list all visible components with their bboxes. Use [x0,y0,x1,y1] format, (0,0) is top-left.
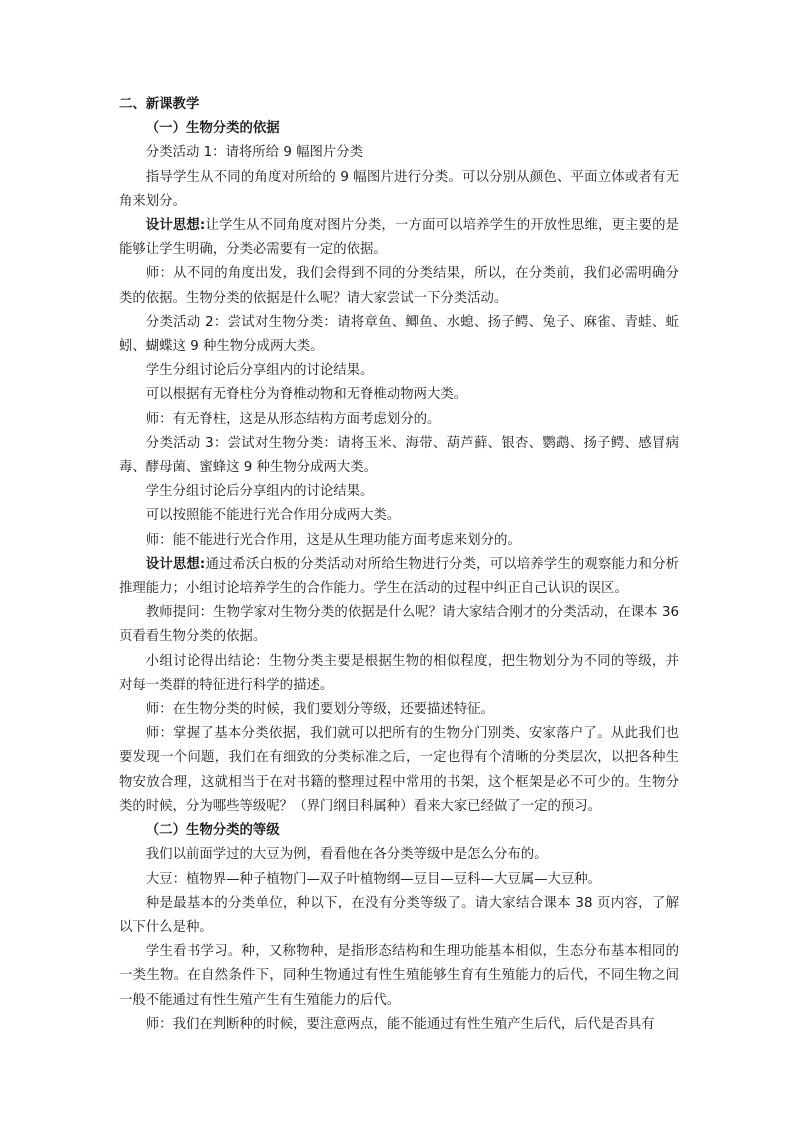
teacher-paragraph: 师：在生物分类的时候，我们要划分等级，还要描述特征。 [145,702,494,718]
subsection-title-1: （一）生物分类的依据 [145,121,280,137]
activity-2: 分类活动 2：尝试对生物分类：请将章鱼、鲫鱼、水螅、扬子鳄、兔子、麻雀、青蛙、蚯蚓、蝴蝶这 9 种生物分成两大类。 [119,314,679,355]
guide-paragraph: 指导学生从不同的角度对所给的 9 幅图片进行分类。可以分别从颜色、平面立体或者有无角来划分。 [119,169,679,209]
group-conclusion: 小组讨论得出结论：生物分类主要是根据生物的相似程度，把生物划分为不同的等级，并对每一类群的特征进行科学的描述。 [119,653,679,693]
group-discussion: 学生分组讨论后分享组内的讨论结果。 [145,484,374,500]
design-label: 设计思想: [145,218,206,234]
teacher-paragraph: 师：掌握了基本分类依据，我们就可以把所有的生物分门别类、安家落户了。从此我们也要发现一个问题，我们在有细致的分类标准之后，一定也得有个清晰的分类层次，以把各种生物安放合理，这就相当于在对书籍的整理过程中常用的书架，这个框架是必不可少的。生物分类的时候，分为哪些等级呢？（界门纲目科属种）看来大家已经做了一定的预习。 [119,726,679,814]
subsection-title-2: （二）生物分类的等级 [145,823,280,839]
result-paragraph: 可以按照能不能进行光合作用分成两大类。 [145,508,401,524]
result-paragraph: 可以根据有无脊柱分为脊椎动物和无脊椎动物两大类。 [145,387,468,403]
teacher-paragraph: 师：有无脊柱，这是从形态结构方面考虑划分的。 [145,411,441,427]
design-text: 通过希沃白板的分类活动对所给生物进行分类，可以培养学生的观察能力和分析推理能力；小组讨论培养学生的合作能力。学生在活动的过程中纠正自己认识的误区。 [119,556,680,597]
activity-1: 分类活动 1：请将所给 9 幅图片分类 [145,145,364,161]
soybean-intro: 我们以前面学过的大豆为例，看看他在各分类等级中是怎么分布的。 [145,847,548,863]
section-heading: 二、新课教学 [119,97,200,112]
activity-3: 分类活动 3：尝试对生物分类：请将玉米、海带、葫芦藓、银杏、鹦鹉、扬子鳄、感冒病毒、酵母菌、蜜蜂这 9 种生物分成两大类。 [119,435,679,476]
species-definition: 学生看书学习。种，又称物种，是指形态结构和生理功能基本相似，生态分布基本相同的一类生物。在自然条件下，同种生物通过有性生殖能够生育有生殖能力的后代，不同生物之间一般不能通过有性生殖产生有生殖能力的后代。 [119,944,679,1008]
design-thought-1 [119,214,679,262]
design-thought-2 [119,553,679,601]
soybean-chain: 大豆：植物界—种子植物门—双子叶植物纲—豆目—豆科—大豆属—大豆种。 [145,871,602,887]
teacher-paragraph: 师：能不能进行光合作用，这是从生理功能方面考虑来划分的。 [145,532,521,548]
design-text: 让学生从不同角度对图片分类，一方面可以培养学生的开放性思维，更主要的是能够让学生明确，分类必需要有一定的依据。 [119,218,680,258]
group-discussion: 学生分组讨论后分享组内的讨论结果。 [145,363,374,379]
document-page [119,93,679,1037]
design-label: 设计思想: [145,556,206,572]
teacher-paragraph: 师：从不同的角度出发，我们会得到不同的分类结果，所以，在分类前，我们必需明确分类的依据。生物分类的依据是什么呢？请大家尝试一下分类活动。 [119,266,679,306]
teacher-question: 教师提问：生物学家对生物分类的依据是什么呢？请大家结合刚才的分类活动，在课本 36 页看看生物分类的依据。 [119,605,679,645]
species-basic: 种是最基本的分类单位，种以下，在没有分类等级了。请大家结合课本 38 页内容，了解以下什么是种。 [119,895,679,935]
teacher-paragraph: 师：我们在判断种的时候，要注意两点，能不能通过有性生殖产生后代，后代是否具有 [145,1016,655,1032]
